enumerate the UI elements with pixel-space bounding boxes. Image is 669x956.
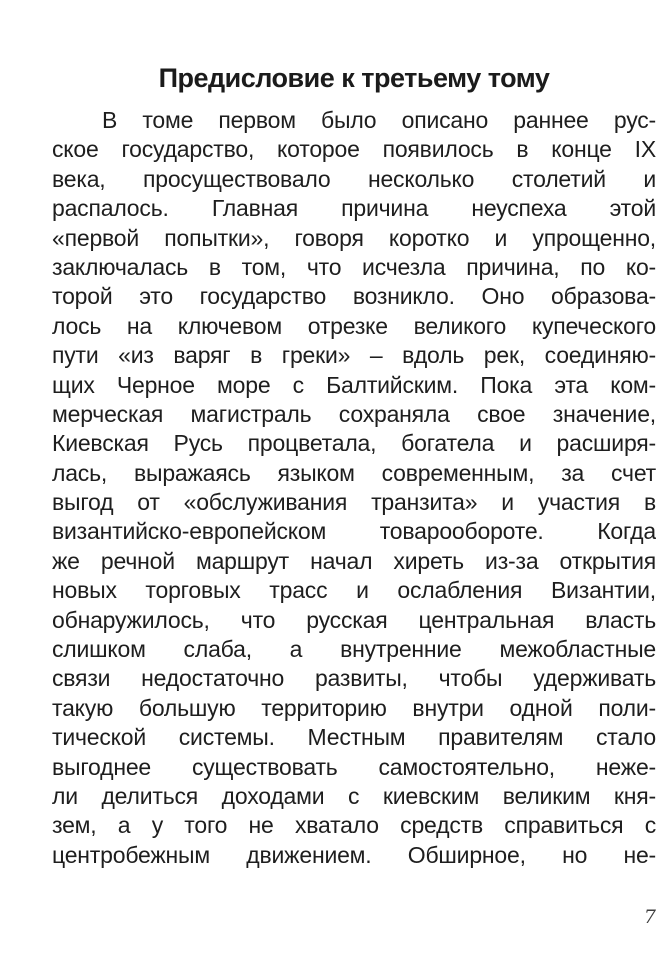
paragraph-line: щих Черное море с Балтийским. Пока эта ком- xyxy=(52,371,656,398)
paragraph-line: лось на ключевом отрезке великого купеческого xyxy=(52,312,656,339)
paragraph-line: слишком слаба, а внутренние межобластные xyxy=(52,636,656,663)
page-title: Предисловие к третьему тому xyxy=(158,63,550,93)
paragraph-line: заключалась в том, что исчезла причина, по ко- xyxy=(52,253,656,280)
paragraph-line: лась, выражаясь языком современным, за счет xyxy=(52,459,656,486)
paragraph-line: связи недостаточно развиты, чтобы удерживать xyxy=(52,665,656,692)
paragraph-line: обнаружилось, что русская центральная власть xyxy=(52,606,656,633)
paragraph-line: выгоднее существовать самостоятельно, неже- xyxy=(52,753,656,780)
paragraph-line: распалось. Главная причина неуспеха этой xyxy=(52,195,656,222)
paragraph-line: тической системы. Местным правителям стало xyxy=(52,724,656,751)
paragraph-line: ское государство, которое появилось в конце IX xyxy=(52,136,656,163)
paragraph-line: выгод от «обслуживания транзита» и участия в xyxy=(52,489,656,516)
preface-paragraph xyxy=(52,106,656,870)
paragraph-line: центробежным движением. Обширное, но не- xyxy=(52,841,656,868)
paragraph-line: «первой попытки», говоря коротко и упрощенно, xyxy=(52,224,656,251)
paragraph-line: В томе первом было описано раннее рус- xyxy=(102,107,656,133)
paragraph-line: византийско-европейском товарообороте. Когда xyxy=(52,518,656,545)
paragraph-line: Киевская Русь процветала, богатела и расширя- xyxy=(52,430,656,457)
paragraph-line: мерческая магистраль сохраняла свое значение, xyxy=(52,400,656,427)
paragraph-line: торой это государство возникло. Оно образова- xyxy=(52,283,656,310)
page-number: 7 xyxy=(643,906,656,928)
paragraph-line: века, просуществовало несколько столетий и xyxy=(52,165,656,192)
paragraph-line: ли делиться доходами с киевским великим кня- xyxy=(52,782,656,809)
paragraph-line: пути «из варяг в греки» – вдоль рек, соединяю- xyxy=(52,342,656,369)
paragraph-line: же речной маршрут начал хиреть из-за открытия xyxy=(52,547,656,574)
paragraph-line: такую большую территорию внутри одной поли- xyxy=(52,694,656,721)
paragraph-line: новых торговых трасс и ослабления Византии, xyxy=(52,577,656,604)
paragraph-line: зем, а у того не хватало средств справиться с xyxy=(52,812,656,839)
